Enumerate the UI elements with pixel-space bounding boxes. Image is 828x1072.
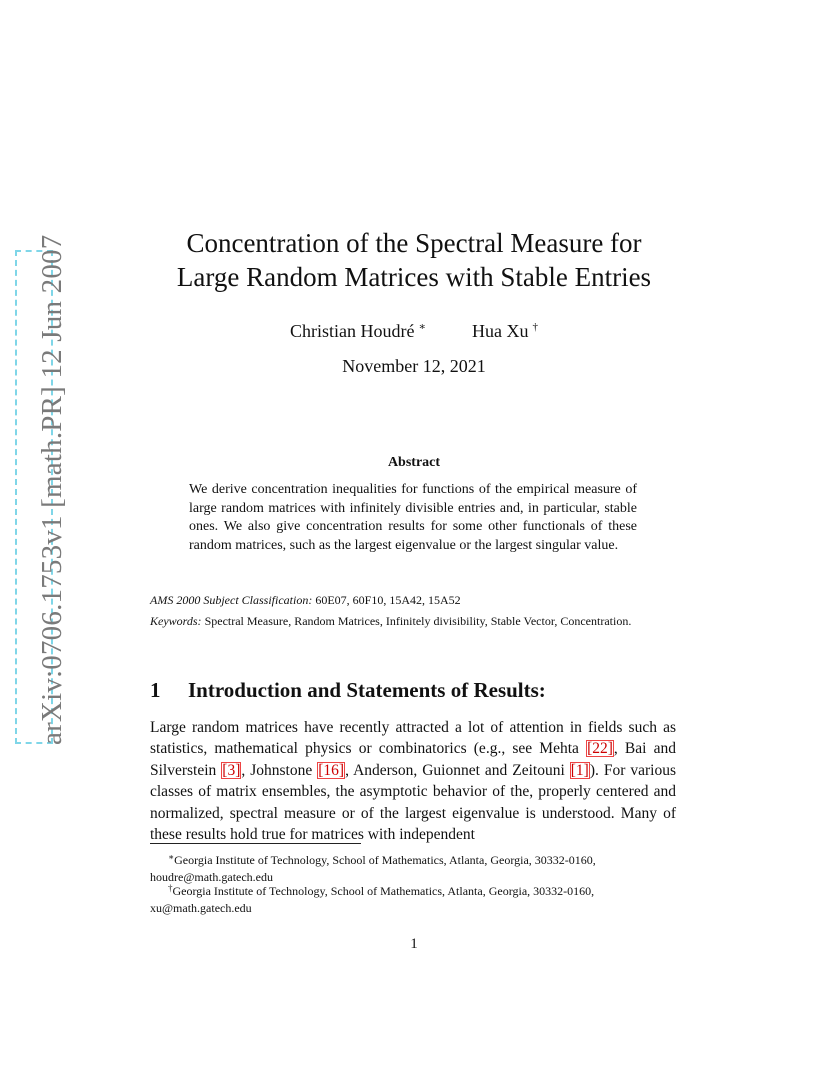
author-2 [472, 315, 538, 343]
footnote-1-mark: ∗ [168, 852, 175, 862]
author-1 [290, 315, 426, 343]
intro-text-3: , Johnstone [241, 761, 318, 779]
author-2-footnote-mark[interactable]: † [532, 321, 538, 333]
author-list [150, 315, 678, 343]
footnote-rule [150, 843, 361, 844]
footnote-2 [150, 880, 678, 917]
intro-text-2: , Bai and Silverstein [150, 740, 676, 779]
page-number: 1 [410, 936, 418, 952]
citation-link-3[interactable]: [3] [222, 761, 241, 779]
intro-paragraph [150, 717, 676, 845]
abstract-text: We derive concentration inequalities for functions of the empirical measure of large random matrices with infinitely divisible entries and, in particular, stable ones. We also give concentration results for some other functionals of these random matrices, such as the largest eigenvalue or the largest singular value. [189, 482, 637, 553]
ams-label: AMS 2000 Subject Classification: [150, 593, 313, 607]
keywords [150, 611, 678, 632]
footnote-2-text: Georgia Institute of Technology, School of Mathematics, Atlanta, Georgia, 30332-0160, xu@math.gatech.edu [150, 884, 595, 915]
author-1-name: Christian Houdré [290, 321, 415, 341]
keywords-value: Spectral Measure, Random Matrices, Infinitely divisibility, Stable Vector, Concentration. [204, 614, 632, 628]
title-line-1: Concentration of the Spectral Measure for [186, 228, 642, 258]
author-1-footnote-mark[interactable]: ∗ [418, 321, 426, 333]
ams-classification [150, 590, 678, 611]
citation-link-16[interactable]: [16] [318, 761, 345, 779]
abstract-heading: Abstract [387, 455, 441, 470]
intro-text-5: ). For various classes of matrix ensembles, the asymptotic behavior of the, properly centered and normalized, spectral measure or of the largest eigenvalue is understood. Many of these results hold true for matrices with independent [150, 761, 677, 844]
arxiv-stamp: arXiv:0706.1753v1 [math.PR] 12 Jun 2007 [36, 234, 68, 745]
author-2-name: Hua Xu [471, 321, 529, 341]
section-number: 1 [150, 678, 161, 702]
intro-text-4: , Anderson, Guionnet and Zeitouni [345, 761, 570, 779]
footnote-1-text: Georgia Institute of Technology, School of Mathematics, Atlanta, Georgia, 30332-0160, houdre@math.gatech.edu [150, 853, 596, 884]
paper-title [150, 226, 678, 294]
title-line-2: Large Random Matrices with Stable Entries [176, 262, 652, 292]
citation-link-22[interactable]: [22] [587, 740, 613, 758]
section-heading [150, 676, 546, 704]
intro-text-1: Large random matrices have recently attracted a lot of attention in fields such as statistics, mathematical physics or combinatorics (e.g., see Mehta [150, 719, 676, 758]
section-title: Introduction and Statements of Results: [188, 678, 546, 702]
keywords-label: Keywords: [150, 614, 202, 628]
paper-date: November 12, 2021 [342, 356, 486, 376]
footnote-2-mark: † [168, 883, 173, 893]
citation-link-1[interactable]: [1] [570, 761, 589, 779]
ams-value: 60E07, 60F10, 15A42, 15A52 [315, 593, 461, 607]
